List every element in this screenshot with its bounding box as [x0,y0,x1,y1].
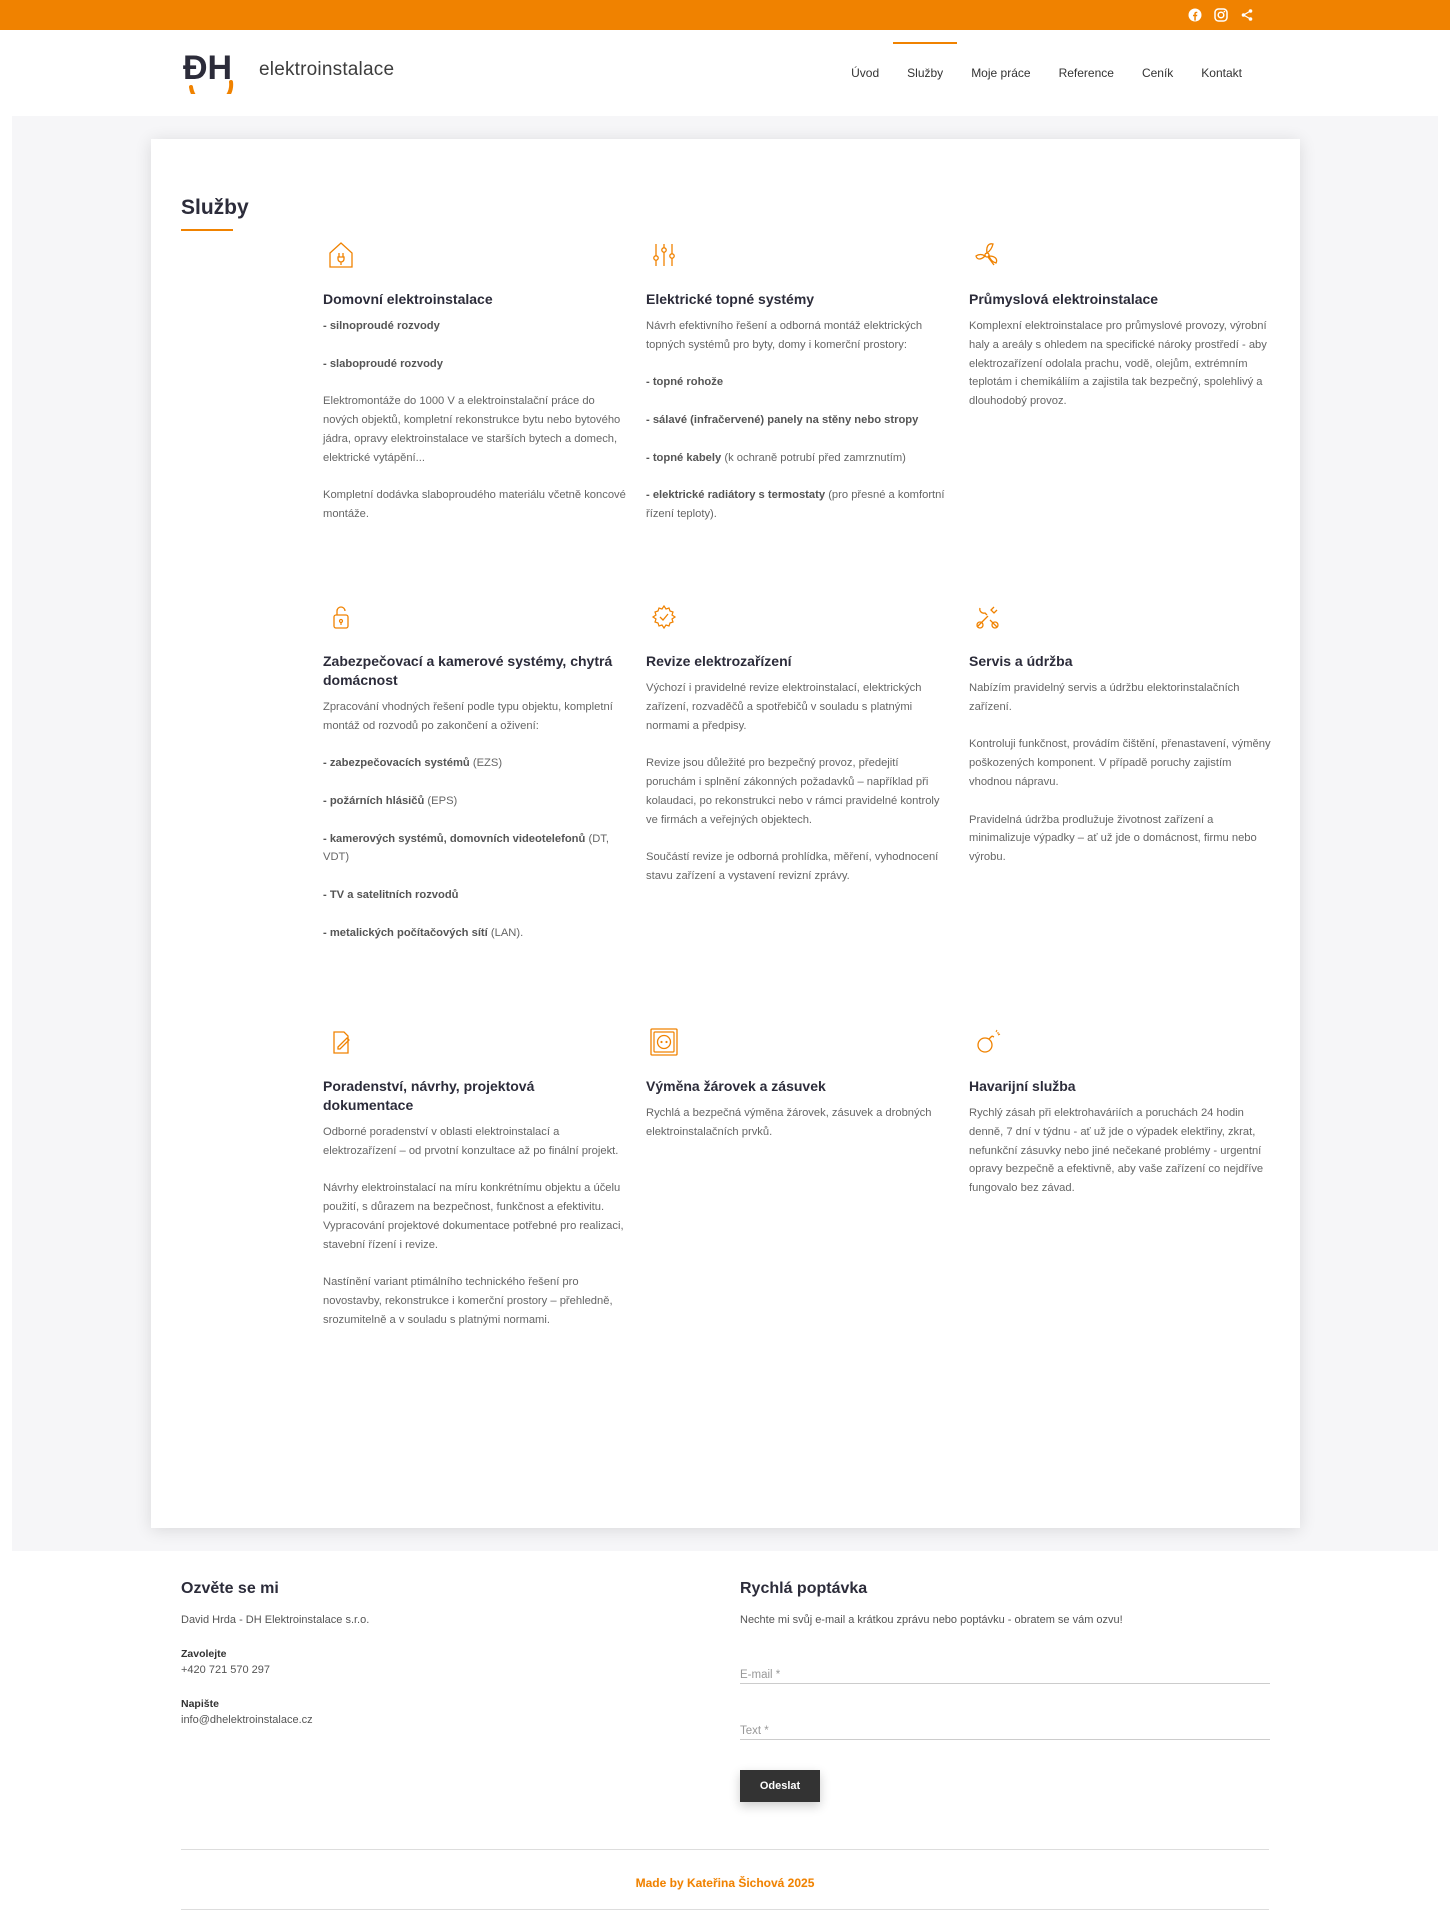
service-1 [323,238,627,524]
quick-inquiry-title: Rychlá poptávka [740,1580,868,1597]
service-text: Komplexní elektroinstalace pro průmyslové provozy, výrobní haly a areály s ohledem na specifické nároky prostředí - aby elektrozařízení odolala prachu, vodě, olejům, extrémním teplotám i chemikáliím a zajistila tak bezpečný, spolehlivý a dlouhodobý provoz. [969,320,1267,408]
service-title: Zabezpečovací a kamerové systémy, chytrá domácnost [323,653,613,688]
service-text: Nabízím pravidelný servis a údržbu elektorinstalačních zařízení. [969,682,1240,713]
site-header [0,30,1450,116]
footer-divider-bottom [181,1909,1269,1910]
lock-icon [324,600,358,634]
nav-item-4[interactable]: Ceník [1141,66,1174,80]
quick-inquiry-intro: Nechte mi svůj e-mail a krátkou zprávu nebo poptávku - obratem se vám ozvu! [740,1614,1123,1626]
share-icon[interactable] [1240,8,1254,22]
service-text [323,336,627,355]
company-name: David Hrda - DH Elektroinstalace s.r.o. [181,1614,370,1626]
service-text: Rychlá a bezpečná výměna žárovek, zásuvek a drobných elektroinstalačních prvků. [646,1107,932,1138]
contact-section [181,1580,601,1728]
service-text: Zpracování vhodných řešení podle typu objektu, kompletní montáž od rozvodů po zakončení a oživení: [323,701,613,732]
service-text: - topné kabely (k ochraně potrubí před zamrznutím) [646,451,906,464]
sliders-icon [647,238,681,272]
service-text [323,467,627,486]
write-label: Napište [181,1698,219,1710]
service-text [323,905,627,924]
social-links [1188,8,1254,22]
facebook-icon[interactable] [1188,8,1202,22]
service-text: Odborné poradenství v oblasti elektroinstalací a elektrozařízení – od prvotní konzultace až po finální projekt. [323,1126,619,1157]
service-text [323,773,627,792]
top-bar [0,0,1450,30]
service-text: - kamerových systémů, domovních videotelefonů (DT, VDT) [323,832,609,864]
service-text [969,717,1273,736]
service-text [969,792,1273,811]
logo-mark-icon [181,46,251,94]
submit-button[interactable]: Odeslat [740,1770,820,1802]
service-text [646,467,950,486]
service-text: - zabezpečovacích systémů (EZS) [323,757,503,770]
service-text: Elektromontáže do 1000 V a elektroinstalační práce do nových objektů, kompletní rekonstrukce bytu nebo bytového jádra, opravy elektroinstalace ve starších bytech a domech, elektrické vytápění... [323,395,621,464]
service-text: - elektrické radiátory s termostaty (pro přesné a komfortní řízení teploty). [646,489,945,520]
call-label: Zavolejte [181,1648,227,1660]
email-link[interactable]: info@dhelektroinstalace.cz [181,1714,313,1726]
service-title: Výměna žárovek a zásuvek [646,1078,826,1094]
service-text: Kontroluji funkčnost, provádím čištění, přenastavení, výměny poškozených komponent. V případě poruchy zajistím vhodnou nápravu. [969,738,1271,788]
footer-divider-top [181,1849,1269,1850]
logo-mark-text: ĐH [183,49,233,87]
bomb-icon [970,1025,1004,1059]
service-text: - metalických počítačových sítí (LAN). [323,926,524,939]
nav-item-0[interactable]: Úvod [851,66,880,80]
service-text [646,355,950,374]
service-text: Kompletní dodávka slaboproudého materiálu včetně koncové montáže. [323,489,626,520]
edit-document-icon [324,1025,358,1059]
quick-inquiry-section [740,1580,1270,1802]
nav-item-2[interactable]: Moje práce [971,66,1031,80]
page-title: Služby [181,196,249,219]
service-title: Průmyslová elektroinstalace [969,291,1159,307]
main-nav [837,30,1256,116]
socket-icon [647,1025,681,1059]
service-title: Poradenství, návrhy, projektová dokumentace [323,1078,535,1113]
house-plug-icon [324,238,358,272]
service-text [323,1255,627,1274]
service-2 [646,238,950,524]
nav-item-5[interactable]: Kontakt [1201,66,1242,80]
service-text [323,1161,627,1180]
contact-title: Ozvěte se mi [181,1580,279,1597]
service-text [646,430,950,449]
service-9 [969,1025,1273,1198]
service-text: - topné rohože [646,376,724,389]
service-title: Havarijní služba [969,1078,1076,1094]
text-input[interactable] [740,1710,1270,1740]
title-underline [181,229,233,231]
fan-icon [970,238,1004,272]
gear-check-icon [647,600,681,634]
logo[interactable] [181,46,394,94]
service-text [323,373,627,392]
service-text: - silnoproudé rozvody [323,320,440,332]
service-text: Rychlý zásah při elektrohavárіích a poruchách 24 hodin denně, 7 dní v týdnu - ať už jde o výpadek elektřiny, zkrat, nefunkční zásuvky nebo jiné nečekané problémy - urgentní opravy bezpečně a efektivně, aby vaše zařízení co nejdříve fungovalo bez závad. [969,1107,1264,1195]
nav-item-3[interactable]: Reference [1058,66,1114,80]
service-text [323,811,627,830]
service-text: - sálavé (infračervené) panely na stěny nebo stropy [646,413,919,426]
service-text [323,736,627,755]
service-text: Návrh efektivního řešení a odborná montáž elektrických topných systémů pro byty, domy i komerční prostory: [646,320,923,351]
service-3 [969,238,1273,411]
phone-number[interactable]: +420 721 570 297 [181,1664,271,1676]
service-text: Návrhy elektroinstalací na míru konkrétnímu objektu a účelu použití, s důrazem na bezpečnost, funkčnost a efektivitu. Vypracování projektové dokumentace potřebné pro realizaci, stavební řízení i revize. [323,1182,624,1251]
service-title: Elektrické topné systémy [646,291,815,307]
nav-item-1[interactable]: Služby [893,30,957,116]
service-text: Pravidelná údržba prodlužuje životnost zařízení a minimalizuje výpadky – ať už jde o domácnost, firmu nebo výrobu. [969,813,1257,864]
service-title: Domovní elektroinstalace [323,291,493,307]
tools-icon [970,600,1004,634]
service-text [646,392,950,411]
email-input[interactable] [740,1654,1270,1684]
service-text [646,735,950,754]
service-text: - požárních hlásičů (EPS) [323,794,458,807]
service-title: Servis a údržba [969,653,1073,669]
service-text: - TV a satelitních rozvodů [323,888,459,901]
service-4 [323,600,627,942]
footer-credit[interactable]: Made by Kateřina Šichová 2025 [635,1876,815,1890]
service-title: Revize elektrozařízení [646,653,792,669]
service-text [323,867,627,886]
logo-text: elektroinstalace [259,59,395,80]
service-7 [323,1025,627,1330]
service-text: Nastínění variant ptimálního technického řešení pro novostavby, rekonstrukce i komerční prostory – přehledně, srozumitelně a v souladu s platnými normami. [323,1276,613,1326]
service-text: Součástí revize je odborná prohlídka, měření, vyhodnocení stavu zařízení a vystavení revizní zprávy. [646,851,939,882]
service-text: - slaboproudé rozvody [323,357,443,370]
service-6 [969,600,1273,867]
instagram-icon[interactable] [1214,8,1228,22]
service-text: Revize jsou důležité pro bezpečný provoz, předejití poruchám i splnění zákonných požadavků – například při kolaudaci, po rekonstrukci nebo v rámci pravidelné kontroly ve firmách a veřejných objektech. [646,757,940,826]
service-8 [646,1025,950,1142]
service-5 [646,600,950,886]
service-text: Výchozí i pravidelné revize elektroinstalací, elektrických zařízení, rozvaděčů a spotřebičů v souladu s platnými normami a předpisy. [646,682,922,732]
service-text [646,829,950,848]
